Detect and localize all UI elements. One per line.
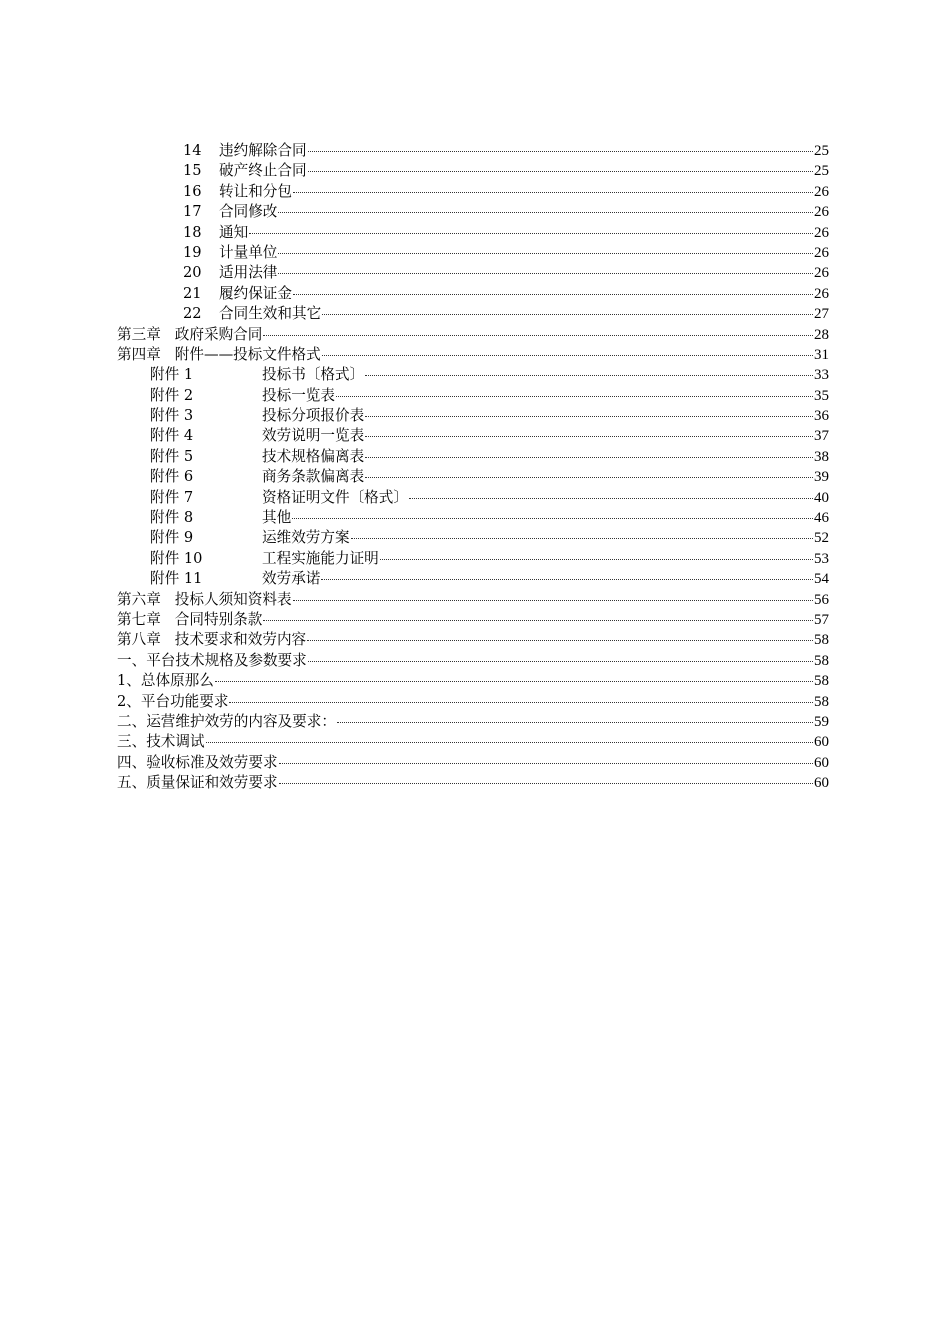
toc-dot-leader bbox=[321, 579, 813, 580]
toc-entry-title: 效劳承诺 bbox=[262, 570, 321, 588]
toc-entry-title: 运维效劳方案 bbox=[262, 529, 350, 547]
toc-entry-title: 1、总体原那么 bbox=[117, 672, 214, 690]
toc-entry-number: 第七章 bbox=[117, 610, 161, 628]
toc-entry-number: 17 bbox=[183, 203, 202, 221]
toc-entry-page: 38 bbox=[814, 448, 829, 465]
toc-entry-title: 技术要求和效劳内容 bbox=[174, 631, 307, 649]
toc-entry-title: 合同特别条款 bbox=[174, 610, 263, 628]
toc-entry[interactable] bbox=[117, 732, 829, 752]
toc-entry[interactable] bbox=[117, 284, 829, 304]
toc-entry-title: 附件——投标文件格式 bbox=[174, 345, 321, 363]
toc-entry-title: 适用法律 bbox=[219, 264, 278, 282]
toc-dot-leader bbox=[365, 477, 813, 478]
toc-entry-page: 39 bbox=[814, 469, 829, 486]
toc-entry[interactable] bbox=[117, 161, 829, 181]
toc-entry-number: 附件 1 bbox=[150, 366, 194, 384]
toc-entry[interactable] bbox=[117, 528, 829, 548]
toc-entry[interactable] bbox=[117, 590, 829, 610]
toc-dot-leader bbox=[206, 742, 813, 743]
toc-entry[interactable] bbox=[117, 406, 829, 426]
toc-dot-leader bbox=[365, 457, 813, 458]
toc-entry-number: 附件 5 bbox=[150, 447, 194, 465]
toc-entry-number: 附件 6 bbox=[150, 468, 194, 486]
toc-dot-leader bbox=[322, 355, 813, 356]
toc-entry-page: 58 bbox=[814, 693, 829, 710]
toc-entry[interactable] bbox=[117, 508, 829, 528]
toc-entry-number: 附件 4 bbox=[150, 427, 194, 445]
toc-entry[interactable] bbox=[117, 447, 829, 467]
toc-entry-page: 25 bbox=[814, 163, 829, 180]
toc-entry-number: 20 bbox=[183, 264, 202, 282]
toc-entry-page: 26 bbox=[814, 224, 829, 241]
toc-entry-title: 计量单位 bbox=[219, 243, 278, 261]
toc-entry-title: 工程实施能力证明 bbox=[262, 549, 379, 567]
toc-entry[interactable] bbox=[117, 671, 829, 691]
toc-entry-title: 投标书〔格式〕 bbox=[262, 366, 365, 384]
toc-entry-page: 26 bbox=[814, 204, 829, 221]
toc-dot-leader bbox=[308, 171, 813, 172]
toc-entry-page: 36 bbox=[814, 408, 829, 425]
toc-entry-page: 37 bbox=[814, 428, 829, 445]
toc-entry-number: 第六章 bbox=[117, 590, 161, 608]
toc-dot-leader bbox=[293, 192, 813, 193]
toc-entry-title: 一、平台技术规格及参数要求 bbox=[117, 651, 307, 669]
toc-entry[interactable] bbox=[117, 325, 829, 345]
toc-entry-number: 14 bbox=[183, 142, 202, 159]
toc-dot-leader bbox=[409, 498, 813, 499]
toc-dot-leader bbox=[263, 335, 813, 336]
toc-dot-leader bbox=[351, 538, 813, 539]
toc-dot-leader bbox=[307, 640, 813, 641]
toc-entry[interactable] bbox=[117, 386, 829, 406]
toc-dot-leader bbox=[308, 661, 813, 662]
toc-entry-title: 合同生效和其它 bbox=[219, 305, 322, 323]
toc-dot-leader bbox=[308, 151, 813, 152]
toc-dot-leader bbox=[278, 273, 813, 274]
toc-entry-page: 52 bbox=[814, 530, 829, 547]
toc-entry-title: 其他 bbox=[262, 509, 292, 527]
toc-entry[interactable] bbox=[117, 182, 829, 202]
toc-entry-number: 第四章 bbox=[117, 345, 161, 363]
toc-entry-page: 59 bbox=[814, 713, 829, 730]
toc-entry-title: 资格证明文件〔格式〕 bbox=[262, 488, 408, 506]
toc-entry-number: 附件 2 bbox=[150, 386, 194, 404]
toc-entry[interactable] bbox=[117, 753, 829, 773]
toc-entry-page: 26 bbox=[814, 285, 829, 302]
toc-entry-title: 履约保证金 bbox=[219, 284, 292, 302]
toc-entry[interactable] bbox=[117, 773, 829, 793]
toc-entry-title: 通知 bbox=[219, 223, 249, 241]
table-of-contents bbox=[117, 141, 829, 794]
toc-dot-leader bbox=[380, 559, 813, 560]
toc-dot-leader bbox=[279, 783, 813, 784]
toc-entry-page: 58 bbox=[814, 652, 829, 669]
toc-entry-number: 第三章 bbox=[117, 325, 161, 343]
toc-entry-page: 31 bbox=[814, 346, 829, 363]
toc-dot-leader bbox=[293, 294, 813, 295]
toc-entry[interactable] bbox=[117, 345, 829, 365]
toc-entry-title: 投标分项报价表 bbox=[262, 407, 365, 425]
toc-entry-title: 投标一览表 bbox=[262, 386, 335, 404]
toc-entry-title: 五、质量保证和效劳要求 bbox=[117, 774, 278, 792]
toc-entry-number: 18 bbox=[183, 223, 202, 241]
toc-entry-page: 60 bbox=[814, 754, 829, 771]
toc-entry-page: 27 bbox=[814, 306, 829, 323]
toc-entry-page: 28 bbox=[814, 326, 829, 343]
toc-dot-leader bbox=[263, 620, 813, 621]
toc-entry-title: 破产终止合同 bbox=[219, 162, 307, 180]
toc-entry-title: 政府采购合同 bbox=[174, 325, 263, 343]
toc-dot-leader bbox=[278, 212, 813, 213]
toc-dot-leader bbox=[365, 436, 813, 437]
toc-dot-leader bbox=[365, 416, 813, 417]
toc-entry-number: 22 bbox=[183, 305, 202, 323]
toc-entry-page: 58 bbox=[814, 632, 829, 649]
toc-entry[interactable] bbox=[117, 712, 829, 732]
toc-entry-page: 25 bbox=[814, 143, 829, 159]
toc-entry-page: 35 bbox=[814, 387, 829, 404]
toc-entry-number: 附件 8 bbox=[150, 509, 194, 527]
toc-entry[interactable] bbox=[117, 263, 829, 283]
toc-entry-number: 16 bbox=[183, 182, 202, 200]
toc-dot-leader bbox=[337, 722, 813, 723]
toc-entry[interactable] bbox=[117, 610, 829, 630]
toc-dot-leader bbox=[215, 681, 813, 682]
toc-entry-page: 60 bbox=[814, 775, 829, 792]
toc-entry-title: 技术规格偏离表 bbox=[262, 447, 365, 465]
toc-entry-title: 合同修改 bbox=[219, 203, 278, 221]
toc-entry-page: 54 bbox=[814, 571, 829, 588]
toc-entry-title: 四、验收标准及效劳要求 bbox=[117, 753, 278, 771]
toc-dot-leader bbox=[292, 518, 813, 519]
toc-entry[interactable] bbox=[117, 467, 829, 487]
toc-entry-title: 效劳说明一览表 bbox=[262, 427, 365, 445]
toc-entry-title: 商务条款偏离表 bbox=[262, 468, 365, 486]
toc-entry-title: 三、技术调试 bbox=[117, 733, 205, 751]
toc-entry[interactable] bbox=[117, 488, 829, 508]
toc-entry[interactable] bbox=[117, 651, 829, 671]
toc-entry[interactable] bbox=[117, 549, 829, 569]
toc-entry-page: 33 bbox=[814, 367, 829, 384]
toc-dot-leader bbox=[249, 233, 813, 234]
toc-entry-number: 21 bbox=[183, 284, 202, 302]
toc-entry-page: 58 bbox=[814, 673, 829, 690]
toc-dot-leader bbox=[322, 314, 813, 315]
toc-entry-page: 26 bbox=[814, 244, 829, 261]
toc-entry-page: 57 bbox=[814, 611, 829, 628]
toc-entry[interactable] bbox=[117, 202, 829, 222]
toc-entry[interactable] bbox=[117, 569, 829, 589]
toc-entry-title: 转让和分包 bbox=[219, 182, 292, 200]
toc-entry[interactable] bbox=[117, 630, 829, 650]
toc-dot-leader bbox=[365, 375, 813, 376]
toc-entry-page: 40 bbox=[814, 489, 829, 506]
toc-entry-title: 2、平台功能要求 bbox=[117, 692, 229, 710]
toc-entry-page: 53 bbox=[814, 550, 829, 567]
toc-entry-number: 第八章 bbox=[117, 631, 161, 649]
toc-entry[interactable] bbox=[117, 304, 829, 324]
toc-dot-leader bbox=[279, 763, 813, 764]
toc-entry[interactable] bbox=[117, 141, 829, 161]
toc-entry-number: 15 bbox=[183, 162, 202, 180]
toc-dot-leader bbox=[336, 396, 813, 397]
toc-entry[interactable] bbox=[117, 223, 829, 243]
toc-entry[interactable] bbox=[117, 692, 829, 712]
toc-entry-number: 附件 7 bbox=[150, 488, 194, 506]
toc-entry-title: 违约解除合同 bbox=[219, 142, 307, 159]
toc-entry[interactable] bbox=[117, 426, 829, 446]
toc-entry-page: 60 bbox=[814, 734, 829, 751]
toc-entry-number: 附件 3 bbox=[150, 407, 194, 425]
toc-entry-page: 56 bbox=[814, 591, 829, 608]
toc-entry-page: 26 bbox=[814, 265, 829, 282]
toc-entry-number: 附件 9 bbox=[150, 529, 194, 547]
toc-dot-leader bbox=[293, 600, 813, 601]
toc-entry[interactable] bbox=[117, 243, 829, 263]
toc-entry-number: 附件 10 bbox=[150, 549, 203, 567]
toc-entry-page: 26 bbox=[814, 183, 829, 200]
toc-dot-leader bbox=[229, 702, 813, 703]
toc-entry-title: 投标人须知资料表 bbox=[174, 590, 292, 608]
toc-entry[interactable] bbox=[117, 365, 829, 385]
toc-dot-leader bbox=[278, 253, 813, 254]
toc-entry-number: 附件 11 bbox=[150, 570, 203, 588]
toc-entry-title: 二、运营维护效劳的内容及要求： bbox=[117, 712, 336, 730]
toc-entry-page: 46 bbox=[814, 510, 829, 527]
toc-entry-number: 19 bbox=[183, 243, 202, 261]
